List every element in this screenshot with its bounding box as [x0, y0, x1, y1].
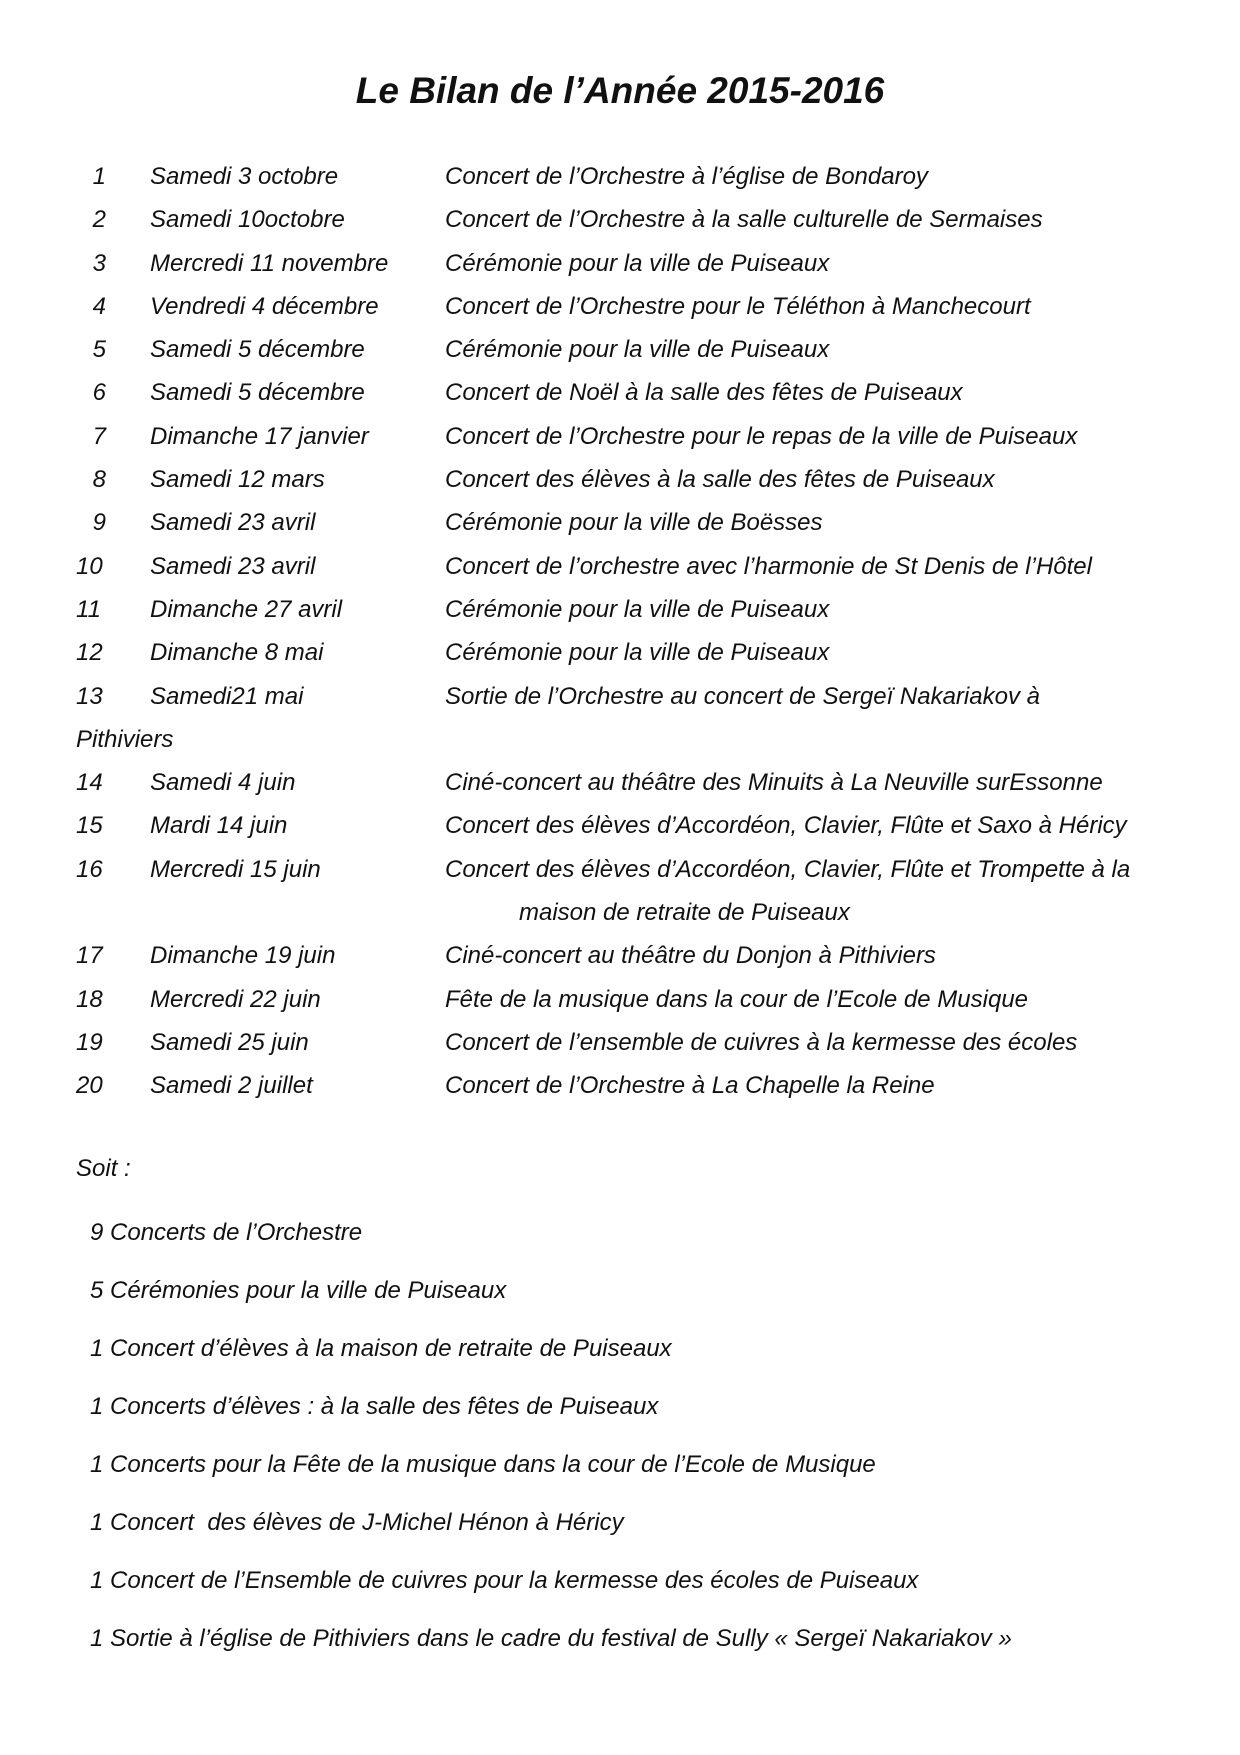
event-description: Ciné-concert au théâtre du Donjon à Pithiviers — [445, 942, 936, 970]
event-date: Samedi 23 avril — [150, 552, 316, 580]
event-row — [76, 242, 1196, 285]
event-number: 13 — [76, 682, 103, 710]
event-row — [76, 458, 1196, 501]
event-number: 9 — [92, 509, 106, 537]
event-date: Samedi 4 juin — [150, 769, 296, 797]
event-description: Cérémonie pour la ville de Puiseaux — [445, 336, 830, 364]
event-row — [76, 588, 1196, 631]
event-date: Vendredi 4 décembre — [150, 292, 379, 320]
event-date: Samedi 23 avril — [150, 509, 316, 537]
event-row — [76, 1021, 1196, 1064]
event-number: 11 — [76, 595, 101, 623]
summary-item: 1 Concert d’élèves à la maison de retraite de Puiseaux — [90, 1335, 672, 1362]
summary-item: 1 Concerts d’élèves : à la salle des fêtes de Puiseaux — [90, 1393, 659, 1420]
event-number: 20 — [76, 1072, 103, 1100]
event-number: 7 — [92, 422, 106, 450]
event-number: 17 — [76, 942, 103, 970]
event-continuation-row — [76, 718, 1196, 761]
event-description: Sortie de l’Orchestre au concert de Sergeï Nakariakov à — [445, 682, 1040, 710]
event-number: 5 — [92, 336, 106, 364]
event-continuation-row — [76, 891, 1196, 934]
event-date: Samedi 25 juin — [150, 1028, 309, 1056]
event-number: 19 — [76, 1028, 103, 1056]
event-row — [76, 934, 1196, 977]
summary-item: 1 Sortie à l’église de Pithiviers dans le cadre du festival de Sully « Sergeï Nakariakov » — [90, 1625, 1012, 1652]
event-row — [76, 631, 1196, 674]
event-row — [76, 328, 1196, 371]
event-description: Concert de l’Orchestre à La Chapelle la Reine — [445, 1072, 935, 1100]
event-row — [76, 155, 1196, 198]
event-number: 4 — [92, 292, 106, 320]
event-number: 6 — [92, 379, 106, 407]
event-row — [76, 371, 1196, 414]
event-number: 1 — [92, 163, 106, 190]
event-description: Concert des élèves d’Accordéon, Clavier, Flûte et Saxo à Héricy — [445, 812, 1127, 840]
summary-intro: Soit : — [76, 1155, 131, 1182]
event-date: Mardi 14 juin — [150, 812, 288, 840]
event-date: Mercredi 15 juin — [150, 855, 321, 883]
event-description: Ciné-concert au théâtre des Minuits à La Neuville surEssonne — [445, 769, 1103, 797]
event-description: Concert de l’Orchestre à la salle culturelle de Sermaises — [445, 206, 1043, 234]
event-description-continuation: maison de retraite de Puiseaux — [519, 899, 850, 927]
event-date: Samedi 5 décembre — [150, 379, 365, 407]
summary-item: 5 Cérémonies pour la ville de Puiseaux — [90, 1277, 507, 1304]
summary-item: 1 Concert de l’Ensemble de cuivres pour la kermesse des écoles de Puiseaux — [90, 1567, 919, 1594]
event-description: Concert des élèves d’Accordéon, Clavier, Flûte et Trompette à la — [445, 855, 1131, 883]
event-number: 14 — [76, 769, 103, 797]
event-description: Cérémonie pour la ville de Puiseaux — [445, 249, 830, 277]
event-row — [76, 285, 1196, 328]
event-number: 16 — [76, 855, 103, 883]
event-description-continuation: Pithiviers — [76, 725, 174, 753]
summary-item: 1 Concert des élèves de J-Michel Hénon à Héricy — [90, 1509, 624, 1536]
event-description: Concert des élèves à la salle des fêtes de Puiseaux — [445, 466, 995, 494]
event-row — [76, 978, 1196, 1021]
page-title: Le Bilan de l’Année 2015-2016 — [355, 70, 885, 111]
summary-section — [76, 1147, 1176, 1668]
event-date: Dimanche 8 mai — [150, 639, 324, 667]
event-date: Dimanche 19 juin — [150, 942, 336, 970]
event-description: Concert de l’Orchestre pour le Téléthon à Manchecourt — [445, 292, 1031, 320]
event-row — [76, 545, 1196, 588]
event-description: Concert de l’Orchestre à l’église de Bondaroy — [445, 163, 928, 190]
event-row — [76, 804, 1196, 847]
event-row — [76, 198, 1196, 241]
event-description: Concert de l’Orchestre pour le repas de la ville de Puiseaux — [445, 422, 1078, 450]
event-date: Mercredi 22 juin — [150, 985, 321, 1013]
events-list — [76, 155, 1196, 1108]
event-row — [76, 501, 1196, 544]
event-number: 10 — [76, 552, 103, 580]
event-description: Cérémonie pour la ville de Puiseaux — [445, 595, 830, 623]
event-number: 2 — [92, 206, 106, 234]
event-number: 18 — [76, 985, 103, 1013]
event-date: Mercredi 11 novembre — [150, 249, 389, 277]
event-date: Samedi 3 octobre — [150, 163, 339, 190]
event-date: Dimanche 27 avril — [150, 595, 343, 623]
event-date: Samedi 10octobre — [150, 206, 345, 234]
summary-item: 1 Concerts pour la Fête de la musique dans la cour de l’Ecole de Musique — [90, 1451, 876, 1478]
event-number: 12 — [76, 639, 103, 667]
event-description: Fête de la musique dans la cour de l’Ecole de Musique — [445, 985, 1029, 1013]
event-date: Samedi 12 mars — [150, 466, 325, 494]
event-date: Dimanche 17 janvier — [150, 422, 369, 450]
event-row — [76, 848, 1196, 891]
event-description: Concert de l’orchestre avec l’harmonie de St Denis de l’Hôtel — [445, 552, 1092, 580]
event-date: Samedi21 mai — [150, 682, 304, 710]
event-row — [76, 1064, 1196, 1107]
event-number: 15 — [76, 812, 103, 840]
event-description: Cérémonie pour la ville de Boësses — [445, 509, 823, 537]
event-number: 3 — [92, 249, 106, 277]
event-row — [76, 415, 1196, 458]
event-description: Cérémonie pour la ville de Puiseaux — [445, 639, 830, 667]
event-row — [76, 761, 1196, 804]
event-row — [76, 675, 1196, 718]
event-description: Concert de Noël à la salle des fêtes de Puiseaux — [445, 379, 963, 407]
event-description: Concert de l’ensemble de cuivres à la kermesse des écoles — [445, 1028, 1078, 1056]
event-number: 8 — [92, 466, 106, 494]
summary-item: 9 Concerts de l’Orchestre — [90, 1219, 363, 1246]
event-date: Samedi 5 décembre — [150, 336, 365, 364]
event-date: Samedi 2 juillet — [150, 1072, 313, 1100]
